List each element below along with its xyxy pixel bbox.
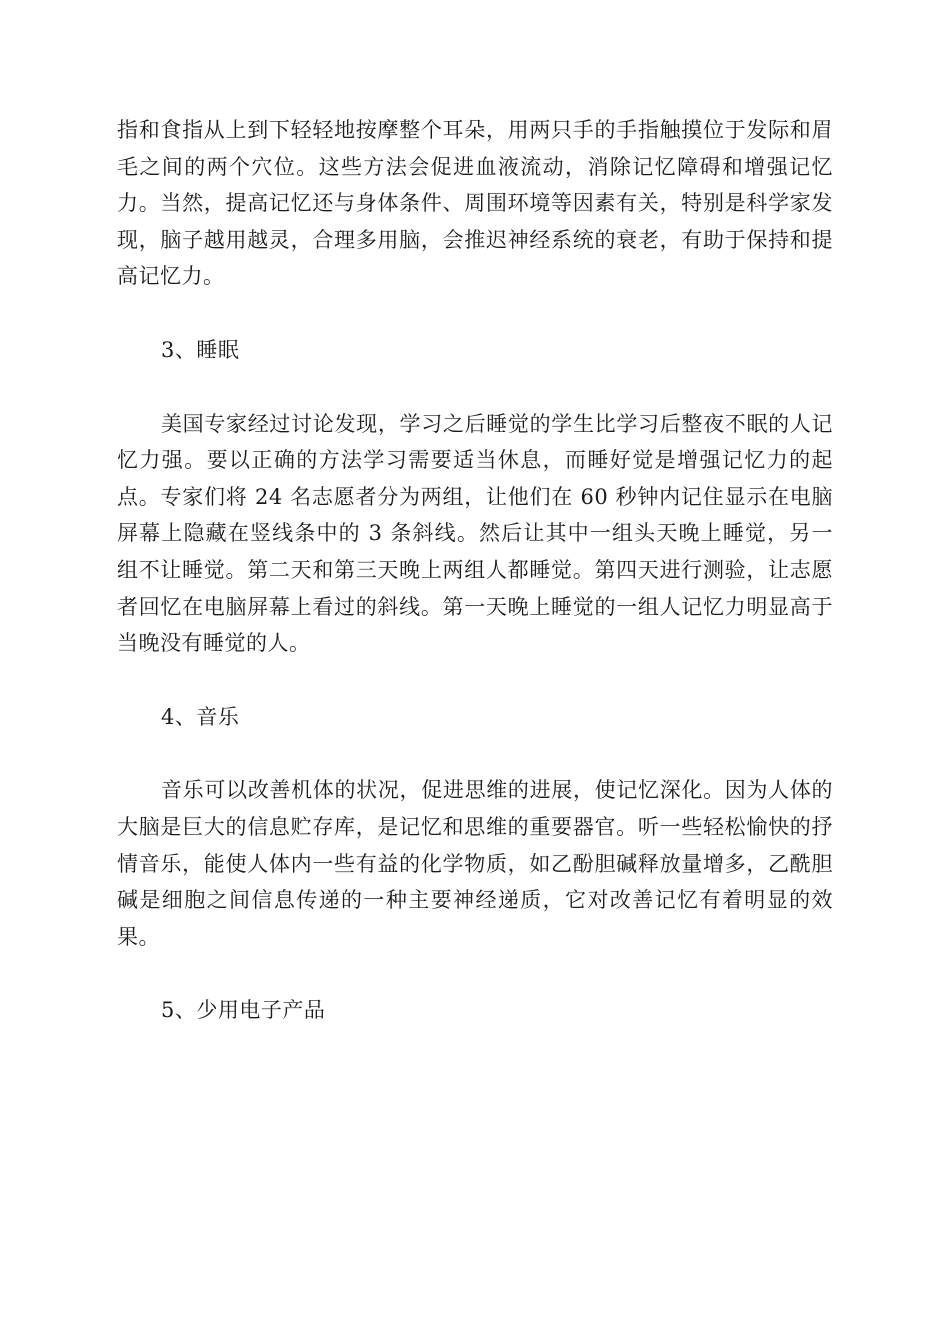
document-body <box>117 112 833 1029</box>
paragraph-gap <box>117 735 833 772</box>
paragraph-gap <box>117 955 833 992</box>
section-heading-electronics: 5、少用电子产品 <box>161 998 326 1023</box>
paragraph-gap <box>117 369 833 406</box>
paragraph-sleep: 美国专家经过讨论发现，学习之后睡觉的学生比学习后整夜不眠的人记忆力强。要以正确的方法学习需要适当休息，而睡好觉是增强记忆力的起点。专家们将 24 名志愿者分为两组，让他们在 60 秒钟内记住显示在电脑屏幕上隐藏在竖线条中的 3 条斜线。然后让其中一组头天晚上睡觉，另一组不让睡觉。第二天和第三天晚上两组人都睡觉。第四天进行测验，让志愿者回忆在电脑屏幕上看过的斜线。第一天晚上睡觉的一组人记忆力明显高于当晚没有睡觉的人。 <box>117 411 833 656</box>
section-heading-music: 4、音乐 <box>161 704 240 729</box>
paragraph-gap <box>117 662 833 699</box>
paragraph-continued: 指和食指从上到下轻轻地按摩整个耳朵，用两只手的手指触摸位于发际和眉毛之间的两个穴位。这些方法会促进血液流动，消除记忆障碍和增强记忆力。当然，提高记忆还与身体条件、周围环境等因素有关，特别是科学家发现，脑子越用越灵，合理多用脑，会推迟神经系统的衰老，有助于保持和提高记忆力。 <box>117 118 833 289</box>
paragraph-music: 音乐可以改善机体的状况，促进思维的进展，使记忆深化。因为人体的大脑是巨大的信息贮存库，是记忆和思维的重要器官。听一些轻松愉快的抒情音乐，能使人体内一些有益的化学物质，如乙酚胆碱释放量增多，乙酰胆碱是细胞之间信息传递的一种主要神经递质，它对改善记忆有着明显的效果。 <box>117 778 833 949</box>
section-heading-sleep: 3、睡眠 <box>161 337 240 362</box>
paragraph-gap <box>117 295 833 332</box>
